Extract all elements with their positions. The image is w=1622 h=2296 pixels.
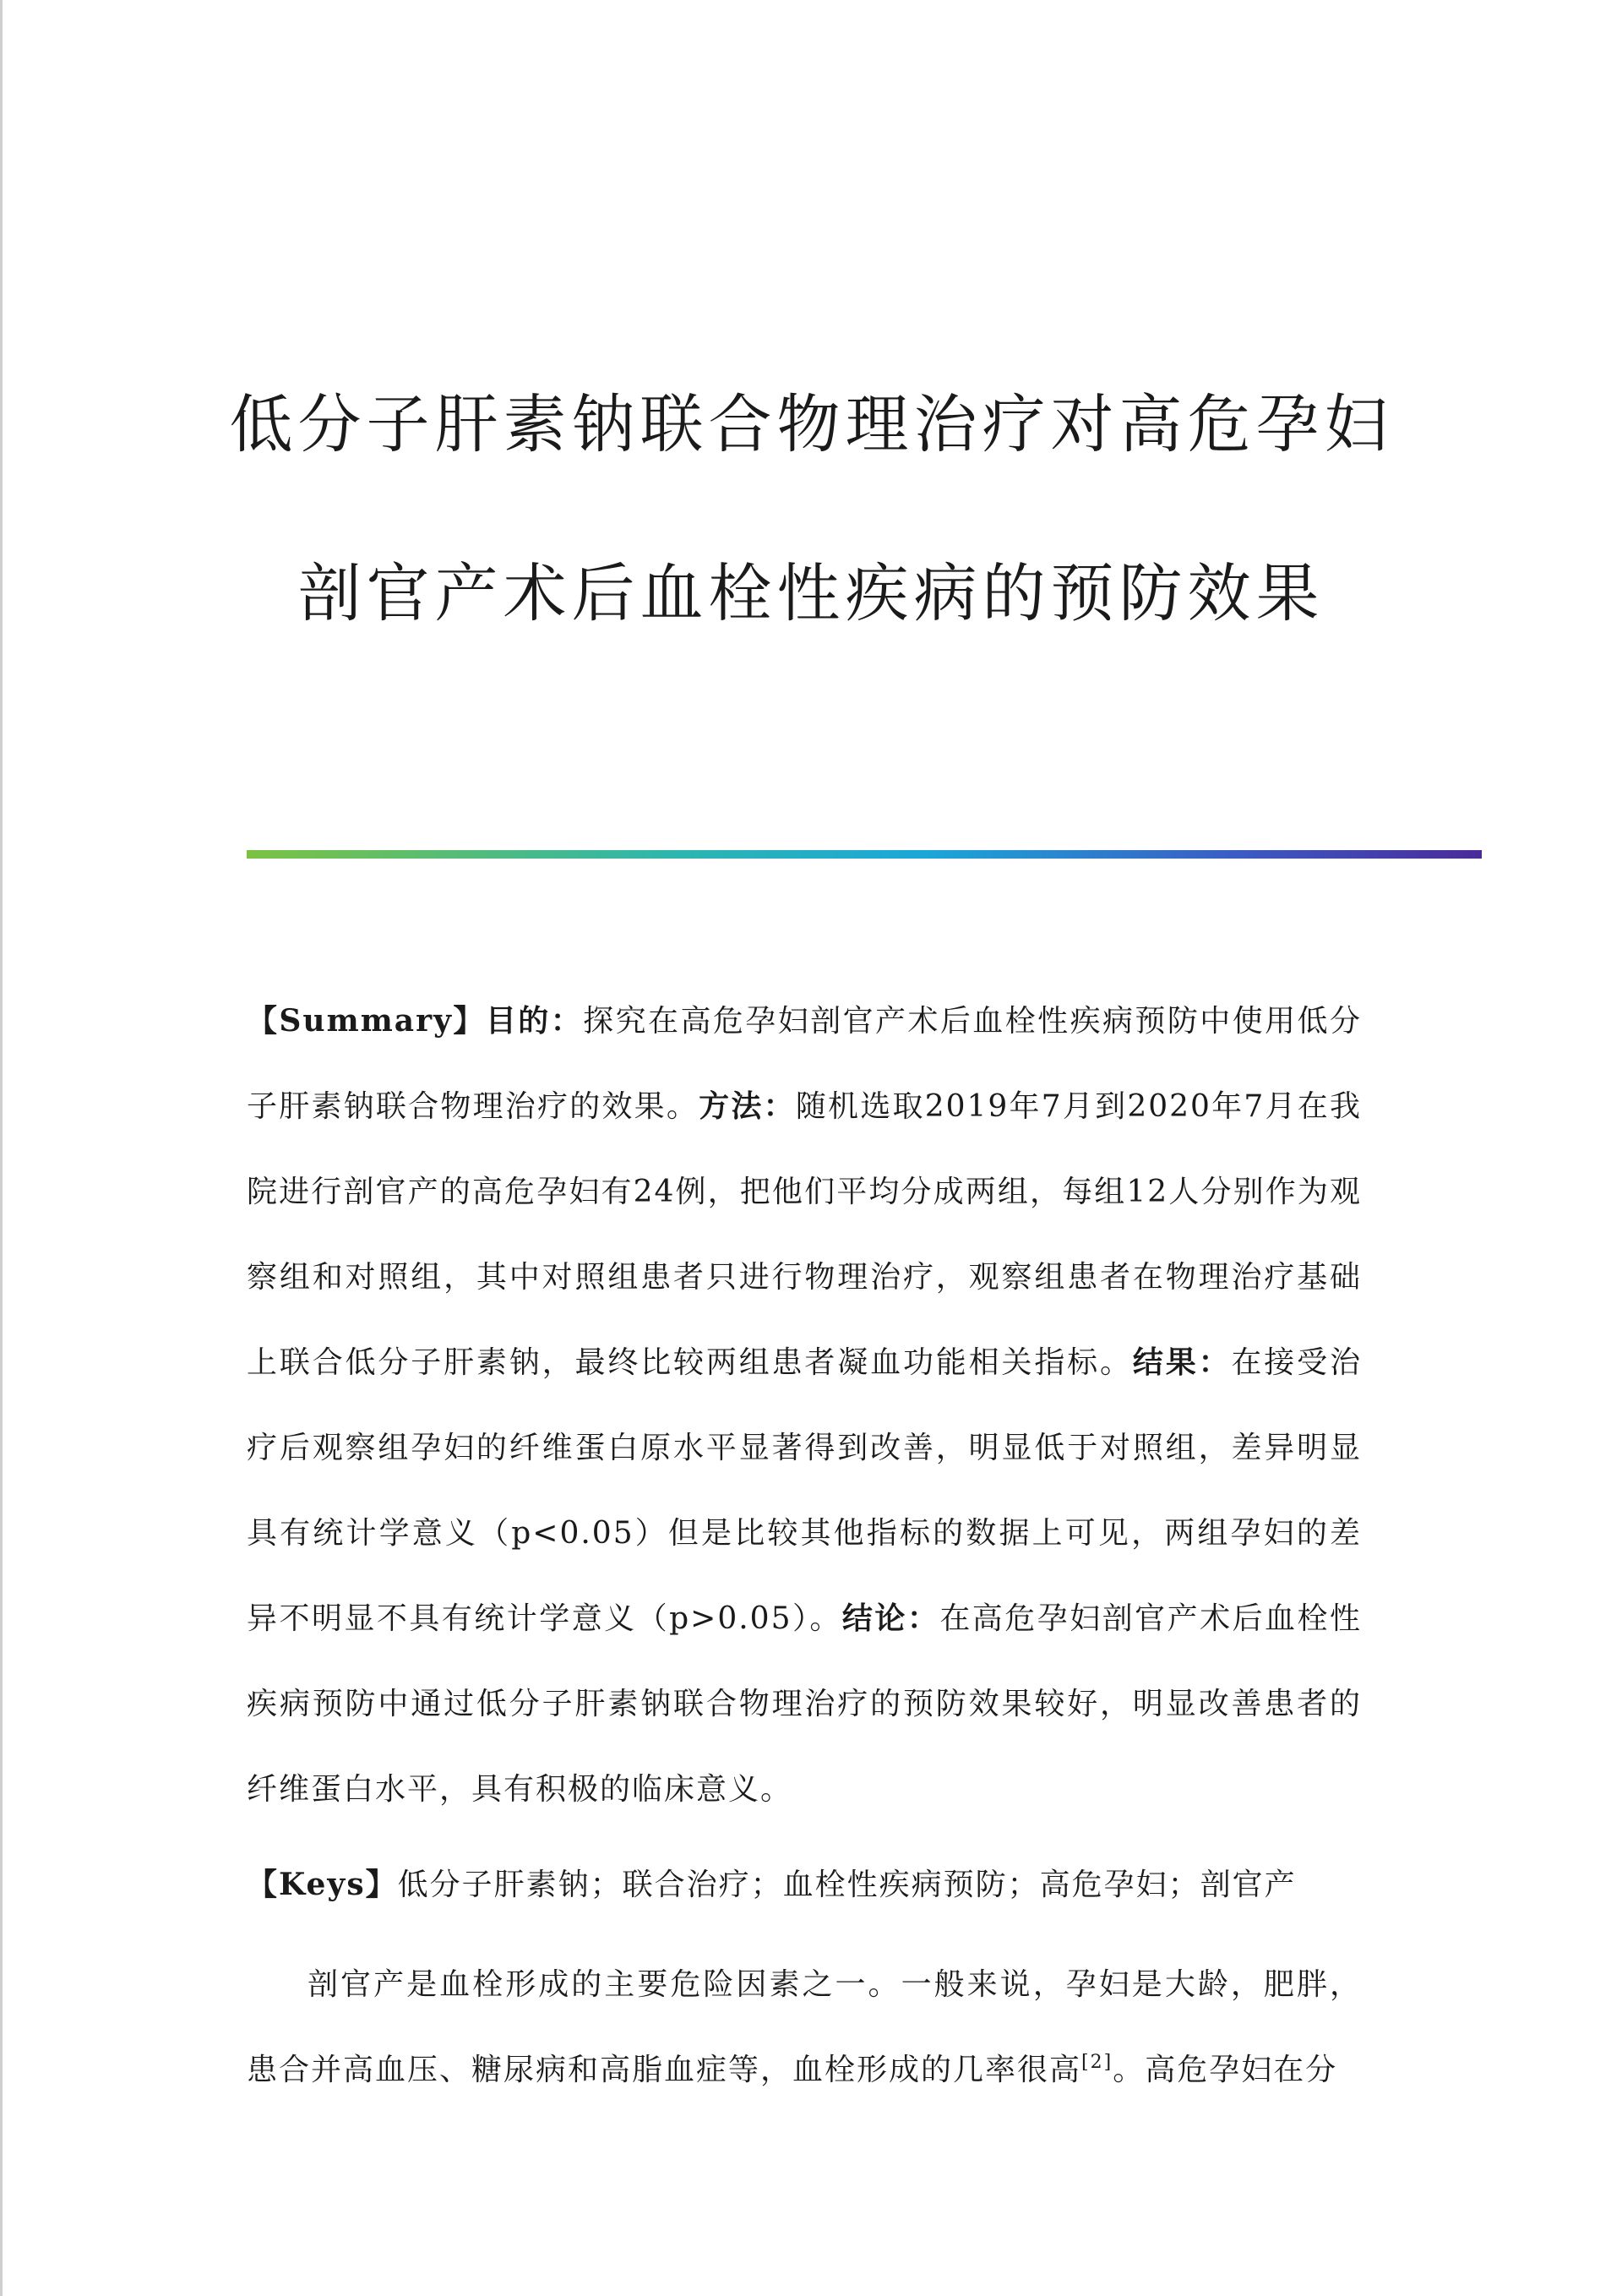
result-label: 结果： bbox=[1132, 1344, 1232, 1380]
conclusion-label: 结论： bbox=[841, 1601, 940, 1636]
keywords-paragraph bbox=[247, 1842, 1362, 1928]
title-line-2: 剖官产术后血栓性疾病的预防效果 bbox=[297, 556, 1325, 630]
conclusion-text: 在高危孕妇剖官产术后血栓性疾病预防中通过低分子肝素钠联合物理治疗的预防效果较好，明显改善患者的纤维蛋白水平，具有积极的临床意义。 bbox=[247, 1601, 1362, 1807]
method-text: 随机选取2019年7月到2020年7月在我院进行剖官产的高危孕妇有24例，把他们平均分成两组，每组12人分别作为观察组和对照组，其中对照组患者只进行物理治疗，观察组患者在物理治疗基础上联合低分子肝素钠，最终比较两组患者凝血功能相关指标。 bbox=[247, 1089, 1362, 1380]
citation-ref[interactable]: [2] bbox=[1081, 2052, 1113, 2073]
page-border bbox=[0, 0, 3, 2296]
objective-label: 目的： bbox=[485, 1003, 584, 1039]
body-paragraph bbox=[247, 1942, 1362, 2113]
body-text-after: 。高危孕妇在分 bbox=[1113, 2053, 1338, 2087]
objective-text: 探究在高危孕妇剖官产术后血栓性疾病预防中使用低分子肝素钠联合物理治疗的效果。 bbox=[247, 1004, 1362, 1124]
summary-paragraph bbox=[247, 979, 1362, 1832]
method-label: 方法： bbox=[699, 1088, 796, 1124]
keys-text: 低分子肝素钠；联合治疗；血栓性疾病预防；高危孕妇；剖官产 bbox=[397, 1868, 1297, 1902]
keys-tag: 【Keys】 bbox=[247, 1867, 398, 1902]
body-text: 剖官产是血栓形成的主要危险因素之一。一般来说，孕妇是大龄，肥胖，患合并高血压、糖尿病和高脂血症等，血栓形成的几率很高 bbox=[247, 1967, 1362, 2087]
title-line-1: 低分子肝素钠联合物理治疗对高危孕妇 bbox=[229, 387, 1393, 461]
gradient-divider bbox=[247, 850, 1482, 859]
summary-tag: 【Summary】 bbox=[247, 1003, 486, 1039]
result-text: 在接受治疗后观察组孕妇的纤维蛋白原水平显著得到改善，明显低于对照组，差异明显具有统计学意义（p<0.05）但是比较其他指标的数据上可见，两组孕妇的差异不明显不具有统计学意义（p>0.05）。 bbox=[247, 1345, 1362, 1636]
